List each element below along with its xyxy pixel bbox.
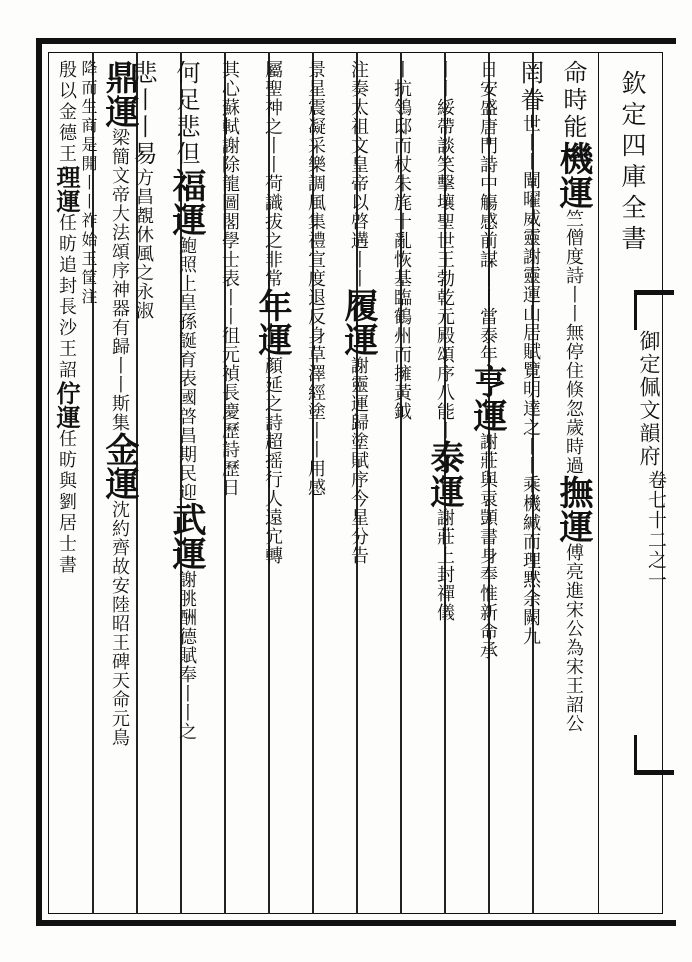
entry-headword: 機運 [553,141,593,209]
text-column-1 [553,60,593,910]
column-text: 悲丨丨易 [129,60,157,168]
text-column-9 [209,60,249,910]
column-text: 屬聖神之丨丨荷識拔之非常 [262,60,283,288]
column-text: 丨抗鴒邸而杖朱旄十亂恢基臨鶴州而擁黃鉞 [391,60,412,421]
entry-gloss [21,411,49,654]
column-text: 罔眷 [516,60,544,114]
column-text: 殷以金德王 [56,60,77,165]
entry-headword: 福運 [166,168,206,236]
entry-gloss: 降而生商是開丨丨祚始玉筐注 [79,60,98,307]
entry-headword: 撫運 [553,475,593,543]
text-column-4 [424,60,464,910]
entry-headword: 鼎運 [99,60,139,128]
text-column-8 [252,60,292,910]
column-text: 注奏太祖文皇帝以啓遘丨丨 [348,60,369,288]
entry-gloss: 任昉追封長沙王詔 [56,213,77,381]
column-text: 其心蘇軾謝除龍圖閣學士表 [219,60,240,288]
column-text: 日安盛唐門詩中觴感前謀丨丨當泰年 [477,60,498,364]
column-text: 丨丨綏帶談笑擊壤聖世王勃乾元殿頌序八能丨 [434,60,455,440]
entry-gloss: 梁簡文帝大法頌序神器有歸丨丨斯集 [109,128,130,432]
entry-headword: 履運 [338,288,378,356]
entry-headword: 佇運 [52,381,81,429]
column-text: 景星震凝采樂調風集禮宣度 [305,60,326,288]
entry-headword: 泰運 [424,440,464,508]
entry-gloss: 丨丨徂元禎長慶歷詩歷日 [219,288,240,497]
entry-gloss: 謝朓酬德賦奉丨丨之 [176,570,197,741]
text-column-13 [78,60,98,910]
header-book-name: 御定佩文韻府 [637,330,661,468]
column-text [21,60,49,195]
column-text: 命時能 [559,60,587,141]
entry-gloss: 任昉與劉居士書 [56,429,77,576]
header-title: 欽定四庫全書 [618,70,647,256]
entry-headword: 亨運 [467,364,507,432]
entry-gloss: 方昌覩休風之永淑 [133,168,154,320]
entry-gloss: 退反身草澤經塗丨丨用感 [305,288,326,497]
text-column-6 [338,60,378,910]
text-column-14 [52,60,81,910]
text-column-3 [467,60,507,910]
text-column-5 [381,60,421,910]
text-column-2 [510,60,550,910]
entry-headword: 武運 [166,502,206,570]
entry-gloss: 謝靈運歸塗賦序今星分告 [348,356,369,565]
column-text: 何足悲但 [172,60,200,168]
fishtail-top-mark [634,290,674,330]
entry-gloss [21,195,49,411]
entry-gloss: 竺僧度詩丨丨無停住倏忽歲時過 [563,209,584,475]
entry-gloss: 沈約齊故安陸昭王碑天命元鳥 [109,500,130,747]
entry-gloss: 謝莊上封禪儀 [434,508,455,622]
text-column-7 [295,60,335,910]
entry-gloss: 傅亮進宋公為宋王詔公 [563,543,584,733]
entry-headword: 金運 [99,432,139,500]
entry-gloss: 謝莊與袁顗書身奉惟新命承 [477,432,498,660]
text-column-10 [166,60,206,910]
entry-headword: 理運 [52,165,81,213]
entry-gloss: 鮑照上皇孫誕育表國啓昌期民迎 [176,236,197,502]
fishtail-bottom-mark [634,735,674,775]
entry-gloss: 世丨丨闡曜威靈謝靈運山居賦覽明達之丨丨乘機緘而理黙余闕九 [520,114,541,646]
header-volume: 卷七十二之一 [645,470,667,590]
text-column-12 [99,60,139,910]
entry-headword: 年運 [252,288,292,356]
entry-gloss: 顏延之詩超摇行人遠宂轉 [262,356,283,565]
